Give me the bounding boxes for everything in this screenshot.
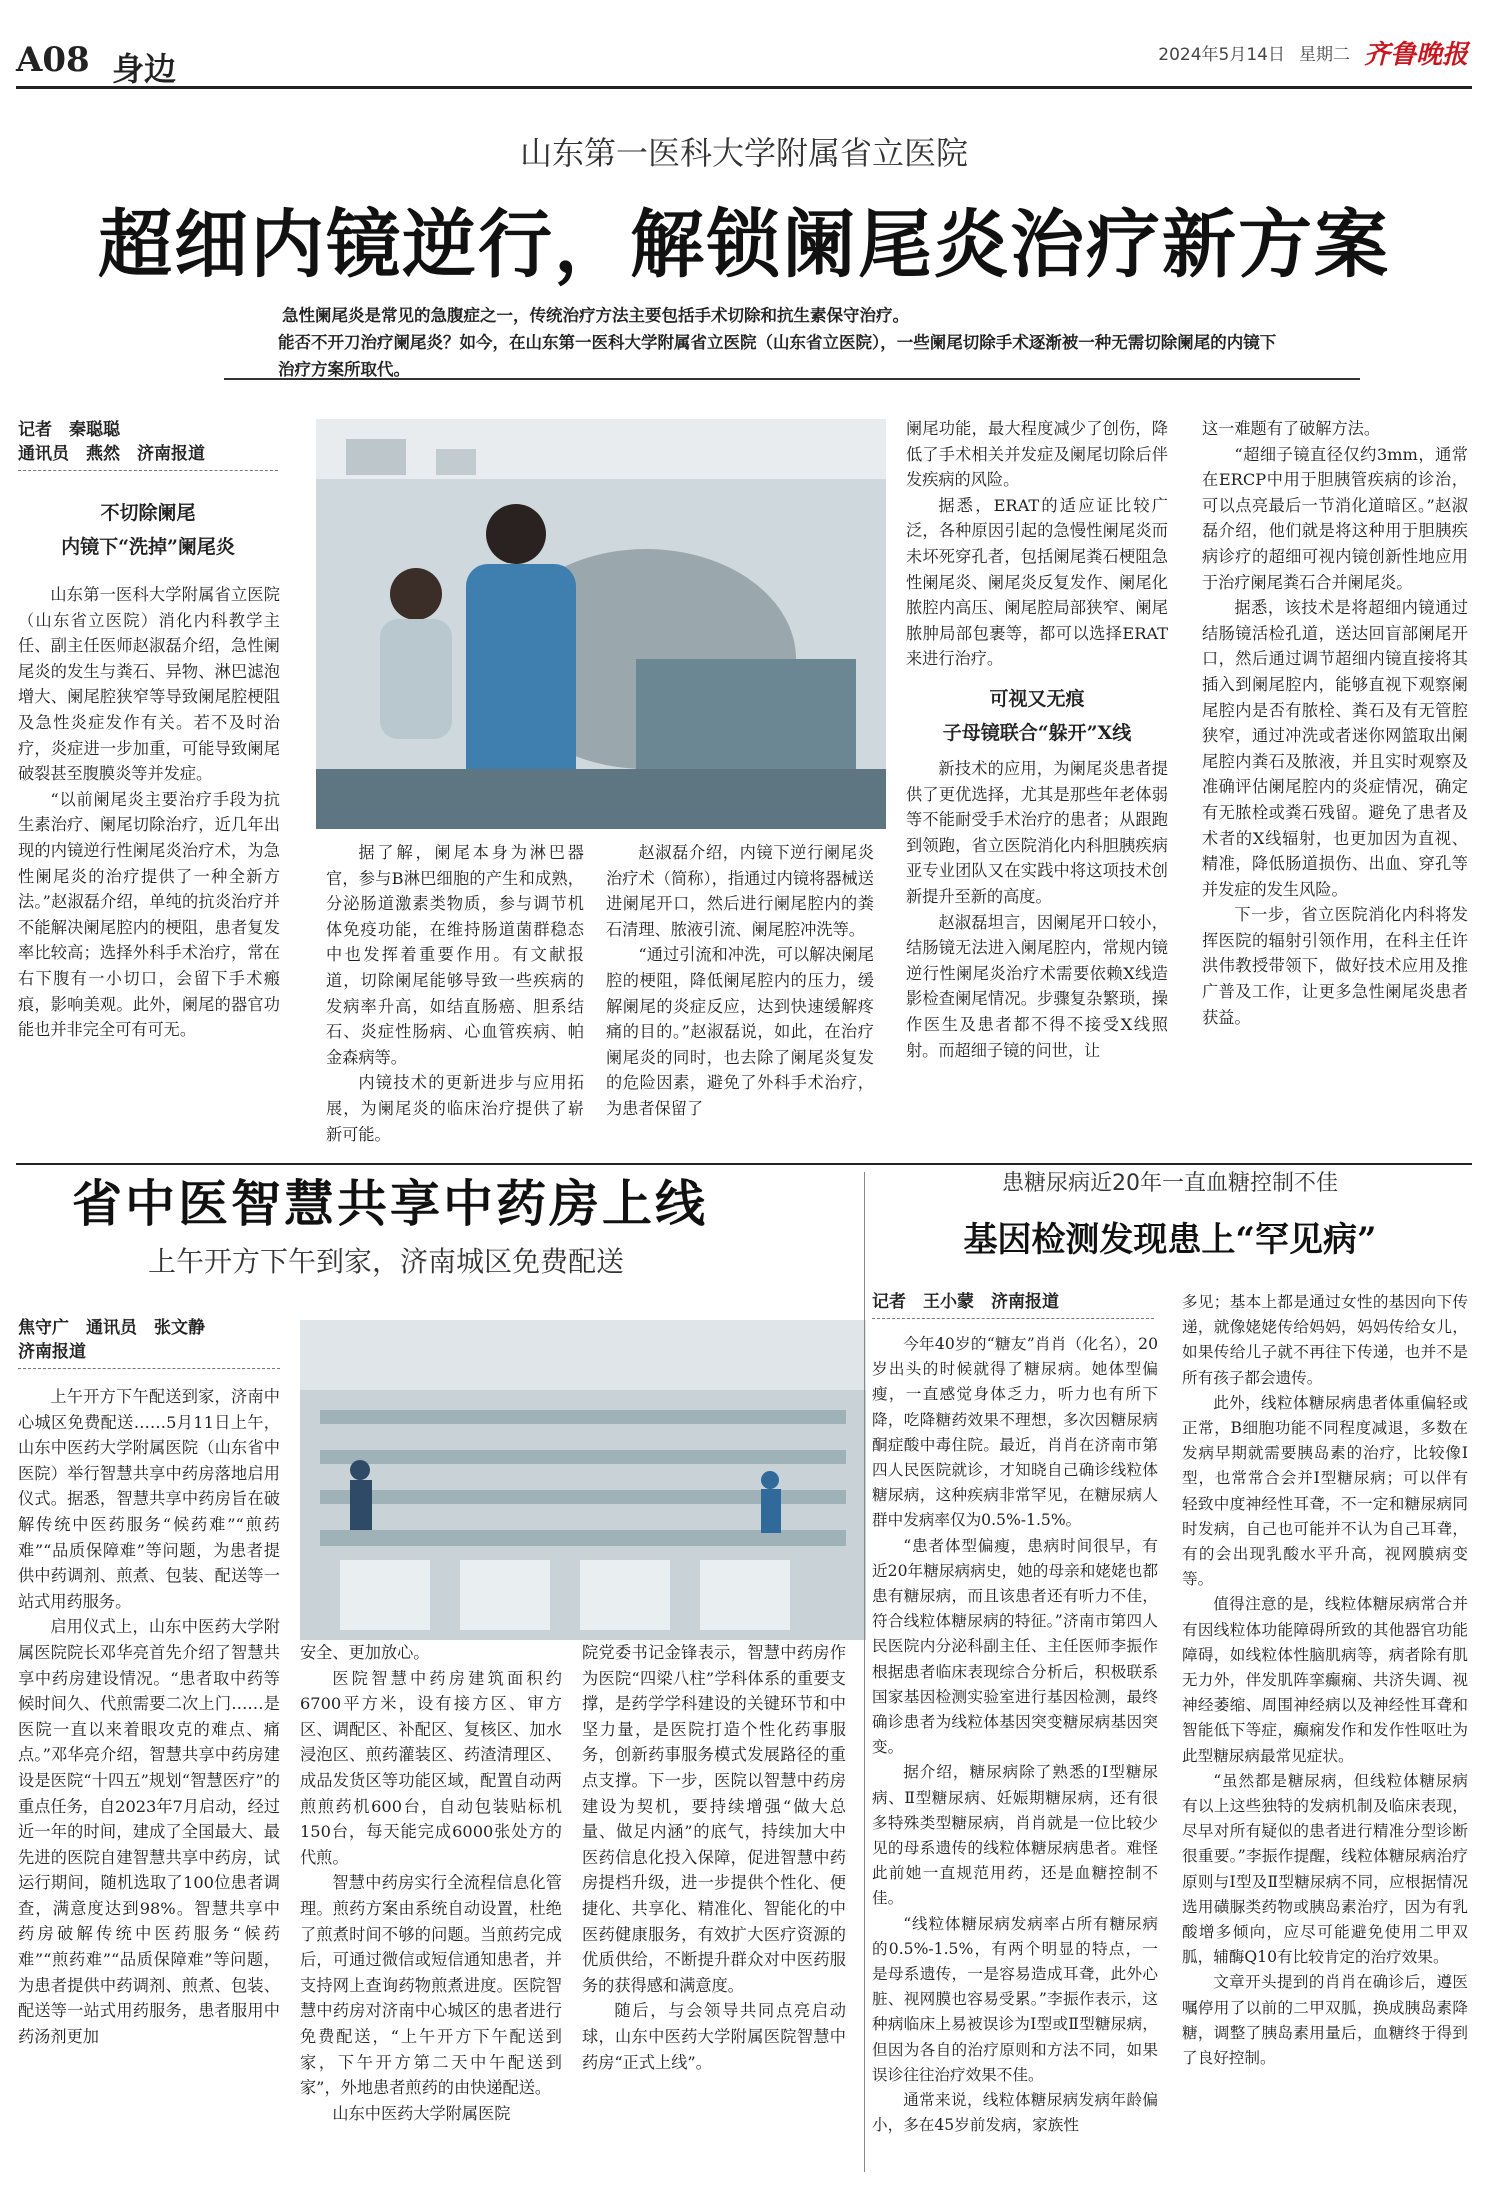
- article1-lead-1: 急性阑尾炎是常见的急腹症之一，传统治疗方法主要包括手术切除和抗生素保守治疗。: [282, 306, 909, 325]
- article1-title: 超细内镜逆行，解锁阑尾炎治疗新方案: [98, 202, 1390, 288]
- paragraph: 此外，线粒体糖尿病患者体重偏轻或正常，B细胞功能不同程度减退，多数在发病早期就需要胰岛素的治疗，比较像Ⅰ型，也常常合会并Ⅰ型糖尿病；可以伴有轻致中度神经性耳聋，不一定和糖尿病同时发病，自己也可能并不认为自己耳聋，有的会出现乳酸水平升高，视网膜病变等。: [1182, 1393, 1468, 1589]
- paragraph: “虽然都是糖尿病，但线粒体糖尿病有以上这些独特的发病机制及临床表现，尽早对所有疑似的患者进行精准分型诊断很重要。”李振作提醒，线粒体糖尿病治疗原则与Ⅰ型及Ⅱ型糖尿病不同，应根据情况选用磺脲类药物或胰岛素治疗，因为有乳酸增多倾向，应尽可能避免使用二甲双胍，辅酶Q10有比较肯定的治疗效果。: [1182, 1771, 1468, 1967]
- issue-date: 2024年5月14日: [1158, 45, 1285, 65]
- paragraph: 文章开头提到的肖肖在确诊后，遵医嘱停用了以前的二甲双胍，换成胰岛素降糖，调整了胰岛素用量后，血糖终于得到了良好控制。: [1182, 1973, 1468, 2068]
- article2-title: 省中医智慧共享中药房上线: [72, 1174, 708, 1233]
- byline-reporter: 记者 王小蒙 济南报道: [872, 1292, 1059, 1312]
- pharmacy-photo-illustration: [300, 1320, 866, 1640]
- paragraph: 通常来说，线粒体糖尿病发病年龄偏小，多在45岁前发病，家族性: [872, 2091, 1158, 2135]
- paragraph: “线粒体糖尿病发病率占所有糖尿病的0.5%-1.5%，有两个明显的特点，一是母系遗传，一是容易造成耳聋，此外心脏、视网膜也容易受累。”李振作表示，这种病临床上易被误诊为Ⅰ型或Ⅱ型糖尿病，但因为各自的治疗原则和方法不同，如果误诊往往治疗效果不佳。: [872, 1914, 1158, 2084]
- byline-correspondent: 通讯员 燕然 济南报道: [18, 444, 205, 464]
- article1-col2: [326, 840, 584, 1147]
- header-rule: [16, 86, 1472, 89]
- article2-col3: [582, 1640, 846, 2075]
- page-code: A08: [16, 40, 90, 80]
- article2-col1: [18, 1384, 280, 2049]
- paragraph: 安全、更加放心。: [300, 1643, 430, 1662]
- paragraph: 多见；基本上都是通过女性的基因向下传递，就像姥姥传给妈妈，妈妈传给女儿，如果传给儿子就不再往下传递，也并不是所有孩子都会遗传。: [1182, 1293, 1468, 1387]
- article2-subtitle: 上午开方下午到家，济南城区免费配送: [148, 1245, 625, 1278]
- newspaper-logo: 齐鲁晚报: [1363, 40, 1468, 70]
- subhead-1-line-1: 不切除阑尾: [100, 502, 196, 524]
- section-name: 身边: [112, 50, 177, 88]
- article2-byline: [18, 1316, 280, 1369]
- paragraph: 赵淑磊坦言，因阑尾开口较小，结肠镜无法进入阑尾腔内，常规内镜逆行性阑尾炎治疗术需要依赖X线造影检查阑尾情况。步骤复杂繁琐，操作医生及患者都不得不接受X线照射。而超细子镜的问世，让: [906, 912, 1168, 1060]
- paragraph: 这一难题有了破解方法。: [1202, 419, 1381, 438]
- article2-col2: [300, 1640, 562, 2126]
- paragraph: 随后，与会领导共同点亮启动球，山东中医药大学附属医院智慧中药房“正式上线”。: [582, 2001, 846, 2072]
- paragraph: 赵淑磊介绍，内镜下逆行阑尾炎治疗术（简称），指通过内镜将器械送进阑尾开口，然后进行阑尾腔内的粪石清理、脓液引流、阑尾腔冲洗等。: [606, 843, 874, 939]
- paragraph: 内镜技术的更新进步与应用拓展，为阑尾炎的临床治疗提供了崭新可能。: [326, 1073, 584, 1144]
- paragraph: 阑尾功能，最大程度减少了创伤，降低了手术相关并发症及阑尾切除后伴发疾病的风险。: [906, 419, 1168, 490]
- article1-subhead-2: [906, 682, 1168, 750]
- paragraph: 值得注意的是，线粒体糖尿病常合并有因线粒体功能障碍所致的其他器官功能障碍，如线粒体性脑肌病等，病者除有肌无力外，伴发肌阵挛癫痫、共济失调、视神经萎缩、周围神经病以及神经性耳聋和智能低下等症，癫痫发作和发作性呕吐为此型糖尿病最常见症状。: [1182, 1595, 1468, 1765]
- lead-rule: [224, 378, 1360, 380]
- paragraph: 医院智慧中药房建筑面积约6700平方米，设有接方区、审方区、调配区、补配区、复核区、加水浸泡区、煎药灌装区、药渣清理区、成品发货区等功能区域，配置自动两煎煎药机600台，自动包装贴标机150台，每天能完成6000张处方的代煎。: [300, 1668, 562, 1867]
- paragraph: 上午开方下午配送到家，济南中心城区免费配送……5月11日上午，山东中医药大学附属医院（山东省中医院）举行智慧共享中药房落地启用仪式。据悉，智慧共享中药房旨在破解传统中医药服务“候药难”“煎药难”“品质保障难”等问题，为患者提供中药调剂、煎煮、包装、配送等一站式用药服务。: [18, 1387, 280, 1611]
- paragraph: 新技术的应用，为阑尾炎患者提供了更优选择，尤其是那些年老体弱等不能耐受手术治疗的患者；从跟跑到领跑，省立医院消化内科胆胰疾病亚专业团队又在实践中将这项技术创新提升至新的高度。: [906, 759, 1168, 906]
- article1-byline: [18, 418, 278, 471]
- article1-col3: [606, 840, 874, 1122]
- subhead-2-line-2: 子母镜联合“躲开”X线: [942, 722, 1132, 744]
- byline-reporter: 焦守广 通讯员 张文静: [18, 1318, 205, 1338]
- article3-byline: [872, 1290, 1154, 1319]
- paragraph: 院党委书记金锋表示，智慧中药房作为医院“四梁八柱”学科体系的重要支撑，是药学学科建设的关键环节和中坚力量，是医院打造个性化药事服务，创新药事服务模式发展路径的重点支撑。下一步，医院以智慧中药房建设为契机，要持续增强“做大总量、做足内涵”的底气，持续加大中医药信息化投入保障，促进智慧中药房提档升级，进一步提供个性化、便捷化、共享化、精准化、智能化的中医药健康服务，有效扩大医疗资源的优质供给，不断提升群众对中医药服务的获得感和满意度。: [582, 1643, 846, 1995]
- endoscopy-photo: [316, 419, 886, 829]
- paragraph: 智慧中药房实行全流程信息化管理。煎药方案由系统自动设置，杜绝了煎煮时间不够的问题。当煎药完成后，可通过微信或短信通知患者，并支持网上查询药物煎煮进度。医院智慧中药房对济南中心城区的患者进行免费配送，“上午开方下午配送到家，下午开方第二天中午配送到家”，外地患者煎药的由快递配送。: [300, 1873, 562, 2098]
- paragraph: 山东中医药大学附属医院: [332, 2103, 511, 2123]
- article1-col5: [1202, 416, 1468, 1030]
- byline-rule: [18, 1368, 280, 1369]
- paragraph: 山东第一医科大学附属省立医院（山东省立医院）消化内科教学主任、副主任医师赵淑磊介绍，急性阑尾炎的发生与粪石、异物、淋巴滤泡增大、阑尾腔狭窄等导致阑尾腔梗阻及急性炎症发作有关。若不及时治疗，炎症进一步加重，可能导致阑尾破裂甚至腹膜炎等并发症。: [18, 585, 280, 784]
- byline-rule: [872, 1318, 1154, 1319]
- paragraph: 据介绍，糖尿病除了熟悉的Ⅰ型糖尿病、Ⅱ型糖尿病、妊娠期糖尿病，还有很多特殊类型糖尿病，肖肖就是一位比较少见的母系遗传的线粒体糖尿病患者。难怪此前她一直规范用药，还是血糖控制不佳。: [872, 1763, 1158, 1908]
- paragraph: 今年40岁的“糖友”肖肖（化名），20岁出头的时候就得了糖尿病。她体型偏瘦，一直感觉身体乏力，听力也有所下降，吃降糖药效果不理想，多次因糖尿病酮症酸中毒住院。最近，肖肖在济南市第四人民医院就诊，才知晓自己确诊线粒体糖尿病，这种疾病非常罕见，在糖尿病人群中发病率仅为0.5%-1.5%。: [872, 1335, 1158, 1530]
- pharmacy-photo: [300, 1320, 866, 1640]
- article3-title: 基因检测发现患上“罕见病”: [963, 1220, 1377, 1260]
- paragraph: 据悉，该技术是将超细内镜通过结肠镜活检孔道，送达回盲部阑尾开口，然后通过调节超细内镜直接将其插入到阑尾腔内，能够直视下观察阑尾腔内是否有脓栓、粪石及有无管腔狭窄，通过冲洗或者迷你网篮取出阑尾腔内粪石及脓液，并且实时观察及准确评估阑尾腔内的炎症情况，确定有无脓栓或粪石残留。避免了患者及术者的X线辐射，也更加因为直视、精准，降低肠道损伤、出血、穿孔等并发症的发生风险。: [1202, 598, 1468, 899]
- subhead-1-line-2: 内镜下“洗掉”阑尾炎: [61, 536, 235, 558]
- column-divider: [864, 1172, 865, 2172]
- article3-kicker: 患糖尿病近20年一直血糖控制不佳: [1002, 1171, 1338, 1196]
- weekday: 星期二: [1298, 45, 1350, 65]
- subhead-2-line-1: 可视又无痕: [989, 688, 1085, 710]
- article3-col1: [872, 1332, 1158, 2139]
- paragraph: 据悉，ERAT的适应证比较广泛，各种原因引起的急慢性阑尾炎而未坏死穿孔者，包括阑尾粪石梗阻急性阑尾炎、阑尾炎反复发作、阑尾化脓腔内高压、阑尾腔局部狭窄、阑尾脓肿局部包裹等，都可以选择ERAT来进行治疗。: [906, 495, 1168, 669]
- byline-location: 济南报道: [18, 1342, 86, 1362]
- article3-col2: [1182, 1290, 1468, 2071]
- paragraph: “通过引流和冲洗，可以解决阑尾腔的梗阻，降低阑尾腔内的压力，缓解阑尾的炎症反应，达到快速缓解疼痛的目的。”赵淑磊说，如此，在治疗阑尾炎的同时，也去除了阑尾炎复发的危险因素，避免了外科手术治疗，为患者保留了: [606, 945, 874, 1118]
- byline-rule: [18, 470, 278, 471]
- article1-lead: [278, 302, 1282, 383]
- article1-col1: [18, 582, 280, 1043]
- paragraph: 启用仪式上，山东中医药大学附属医院院长邓华亮首先介绍了智慧共享中药房建设情况。“患者取中药等候时间久、代煎需要二次上门……是医院一直以来着眼攻克的难点、痛点。”邓华亮介绍，智慧共享中药房建设是医院“十四五”规划“智慧医疗”的重点任务，自2023年7月启动，经过近一年的时间，建成了全国最大、最先进的医院自建智慧共享中药房，试运行期间，随机选取了100位患者调查，满意度达到98%。智慧共享中药房破解传统中医药服务“候药难”“煎药难”“品质保障难”等问题，为患者提供中药调剂、煎煮、包装、配送等一站式用药服务，患者服用中药汤剂更加: [18, 1617, 280, 2046]
- header-meta: [1158, 34, 1468, 71]
- article1-kicker: 山东第一医科大学附属省立医院: [519, 134, 968, 172]
- byline-reporter: 记者 秦聪聪: [18, 420, 120, 440]
- paragraph: 下一步，省立医院消化内科将发挥医院的辐射引领作用，在科主任许洪伟教授带领下，做好技术应用及推广普及工作，让更多急性阑尾炎患者获益。: [1202, 905, 1468, 1027]
- paragraph: “患者体型偏瘦，患病时间很早，有近20年糖尿病病史，她的母亲和姥姥也都患有糖尿病，而且该患者还有听力不佳，符合线粒体糖尿病的特征。”济南市第四人民医院内分泌科副主任、主任医师李振作根据患者临床表现综合分析后，积极联系国家基因检测实验室进行基因检测，最终确诊患者为线粒体基因突变糖尿病基因突变。: [872, 1536, 1158, 1757]
- article1-subhead-1: [18, 496, 278, 564]
- article1-col4b: [906, 756, 1168, 1063]
- paragraph: “超细子镜直径仅约3mm，通常在ERCP中用于胆胰管疾病的诊治，可以点亮最后一节消化道暗区。”赵淑磊介绍，他们就是将这种用于胆胰疾病诊疗的超细可视内镜创新性地应用于治疗阑尾粪石合并阑尾炎。: [1202, 444, 1468, 592]
- paragraph: “以前阑尾炎主要治疗手段为抗生素治疗、阑尾切除治疗，近几年出现的内镜逆行性阑尾炎治疗术，为急性阑尾炎的治疗提供了一种全新方法。”赵淑磊介绍，单纯的抗炎治疗并不能解决阑尾腔内的梗阻，患者复发率比较高；选择外科手术治疗，常在右下腹有一小切口，会留下手术瘢痕，影响美观。此外，阑尾的器官功能也并非完全可有可无。: [18, 789, 280, 1040]
- endoscopy-photo-illustration: [316, 419, 886, 829]
- article1-col4: [906, 416, 1168, 672]
- paragraph: 据了解，阑尾本身为淋巴器官，参与B淋巴细胞的产生和成熟，分泌肠道激素类物质，参与调节机体免疫功能，在维持肠道菌群稳态中也发挥着重要作用。有文献报道，切除阑尾能够导致一些疾病的发病率升高，如结直肠癌、胆系结石、炎症性肠病、心血管疾病、帕金森病等。: [326, 843, 584, 1067]
- article1-lead-2: 能否不开刀治疗阑尾炎？如今，在山东第一医科大学附属省立医院（山东省立医院），一些阑尾切除手术逐渐被一种无需切除阑尾的内镜下治疗方案所取代。: [278, 333, 1277, 379]
